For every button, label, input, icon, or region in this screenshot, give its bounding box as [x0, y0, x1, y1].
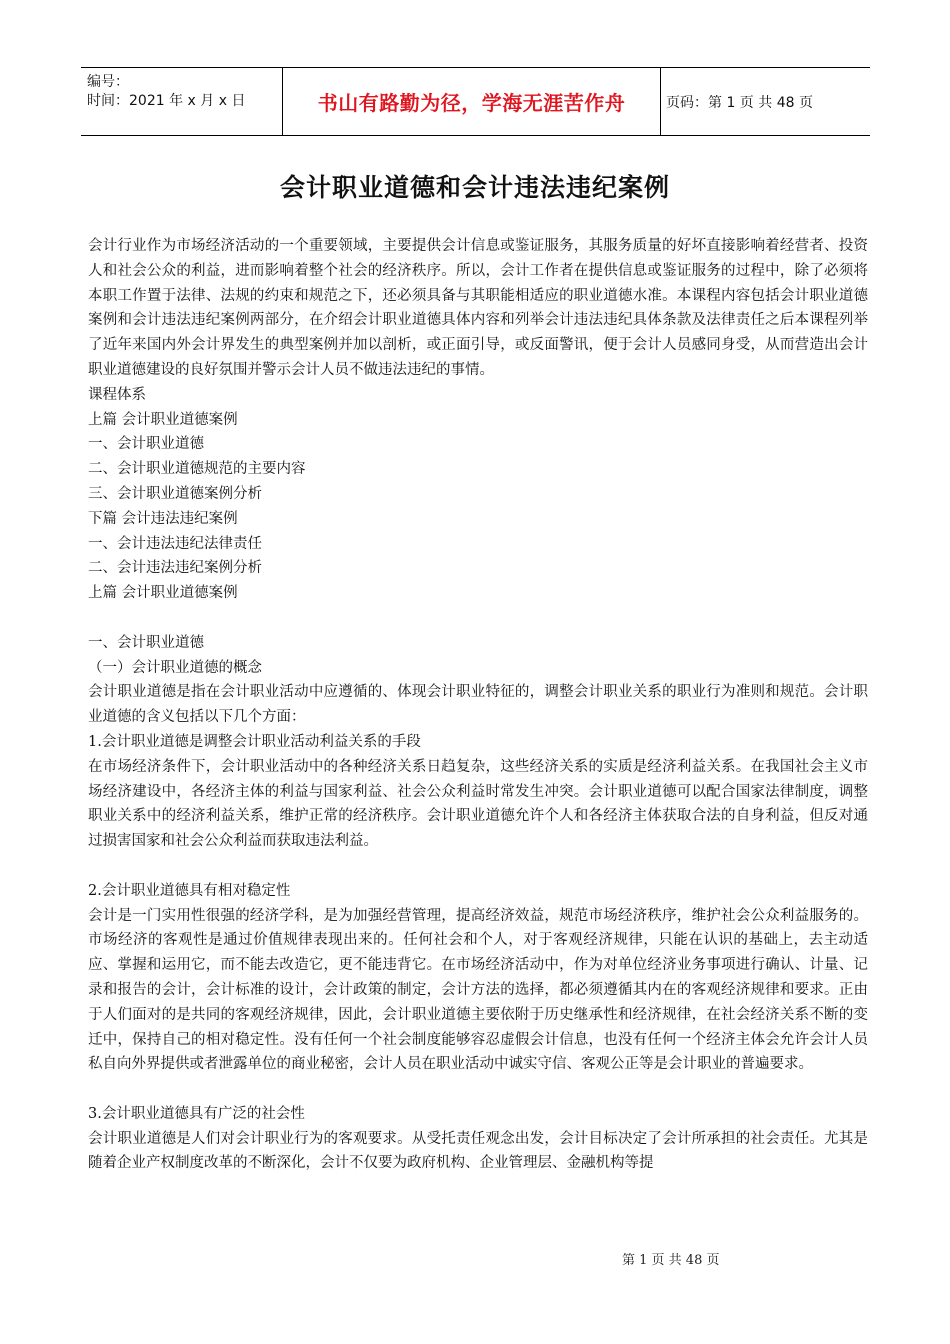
document-body	[88, 234, 868, 1176]
paragraph: 会计行业作为市场经济活动的一个重要领域，主要提供会计信息或鉴证服务，其服务质量的好坏直接影响着经营者、投资人和社会公众的利益，进而影响着整个社会的经济秩序。所以，会计工作者在提供信息或鉴证服务的过程中，除了必须将本职工作置于法律、法规的约束和规范之下，还必须具备与其职能相适应的职业道德水准。本课程内容包括会计职业道德案例和会计违法违纪案例两部分，在介绍会计职业道德具体内容和列举会计违法违纪具体条款及法律责任之后本课程列举了近年来国内外会计界发生的典型案例并加以剖析，或正面引导，或反面警讯，便于会计人员感同身受，从而营造出会计职业道德建设的良好氛围并警示会计人员不做违法违纪的事情。	[88, 238, 868, 378]
header-meta-cell	[81, 68, 283, 135]
paragraph: 在市场经济条件下，会计职业活动中的各种经济关系日趋复杂，这些经济关系的实质是经济利益关系。在我国社会主义市场经济建设中，各经济主体的利益与国家利益、社会公众利益时常发生冲突。会计职业道德可以配合国家法律制度，调整职业关系中的经济利益关系，维护正常的经济秩序。会计职业道德允许个人和各经济主体获取合法的自身利益，但反对通过损害国家和社会公众利益而获取违法利益。	[88, 758, 868, 850]
document-title: 会计职业道德和会计违法违纪案例	[279, 173, 670, 202]
paragraph: 一、会计违法违纪法律责任	[88, 535, 262, 552]
paragraph: 三、会计职业道德案例分析	[88, 485, 262, 502]
paragraph: 上篇 会计职业道德案例	[88, 585, 238, 602]
paragraph: 课程体系	[88, 386, 146, 403]
blank-line	[88, 1077, 868, 1102]
date-label: 时间：2021 年 x 月 x 日	[87, 93, 246, 109]
header-page-info: 页码：第 1 页 共 48 页	[666, 94, 813, 111]
paragraph: 3.会计职业道德具有广泛的社会性	[88, 1105, 305, 1122]
paragraph: 会计是一门实用性很强的经济学科，是为加强经营管理，提高经济效益，规范市场经济秩序，维护社会公众利益服务的。市场经济的客观性是通过价值规律表现出来的。任何社会和个人，对于客观经济规律，只能在认识的基础上，去主动适应、掌握和运用它，而不能去改造它，更不能违背它。在市场经济活动中，作为对单位经济业务事项进行确认、计量、记录和报告的会计，会计标准的设计，会计政策的制定，会计方法的选择，都必须遵循其内在的客观经济规律和要求。正由于人们面对的是共同的客观经济规律，因此，会计职业道德主要依附于历史继承性和经济规律，在社会经济关系不断的变迁中，保持自己的相对稳定性。没有任何一个社会制度能够容忍虚假会计信息，也没有任何一个经济主体会允许会计人员私自向外界提供或者泄露单位的商业秘密，会计人员在职业活动中诚实守信、客观公正等是会计职业的普遍要求。	[88, 907, 868, 1073]
paragraph: 一、会计职业道德	[88, 436, 204, 453]
paragraph: 1.会计职业道德是调整会计职业活动利益关系的手段	[88, 733, 421, 750]
paragraph: 二、会计违法违纪案例分析	[88, 560, 262, 577]
page-footer: 第 1 页 共 48 页	[622, 1253, 720, 1268]
paragraph: 二、会计职业道德规范的主要内容	[88, 461, 306, 478]
blank-line	[88, 854, 868, 879]
header-motto: 书山有路勤为径，学海无涯苦作舟	[283, 68, 661, 135]
paragraph: （一）会计职业道德的概念	[88, 659, 262, 676]
paragraph: 2.会计职业道德具有相对稳定性	[88, 882, 291, 899]
blank-line	[88, 606, 868, 631]
header-table	[81, 67, 870, 136]
paragraph: 会计职业道德是人们对会计职业行为的客观要求。从受托责任观念出发，会计目标决定了会计所承担的社会责任。尤其是随着企业产权制度改革的不断深化，会计不仅要为政府机构、企业管理层、金融机构等提	[88, 1130, 868, 1172]
number-label: 编号：	[87, 74, 129, 90]
paragraph: 上篇 会计职业道德案例	[88, 411, 238, 428]
paragraph: 一、会计职业道德	[88, 634, 204, 651]
paragraph: 会计职业道德是指在会计职业活动中应遵循的、体现会计职业特征的，调整会计职业关系的职业行为准则和规范。会计职业道德的含义包括以下几个方面：	[88, 684, 868, 726]
paragraph: 下篇 会计违法违纪案例	[88, 510, 238, 527]
